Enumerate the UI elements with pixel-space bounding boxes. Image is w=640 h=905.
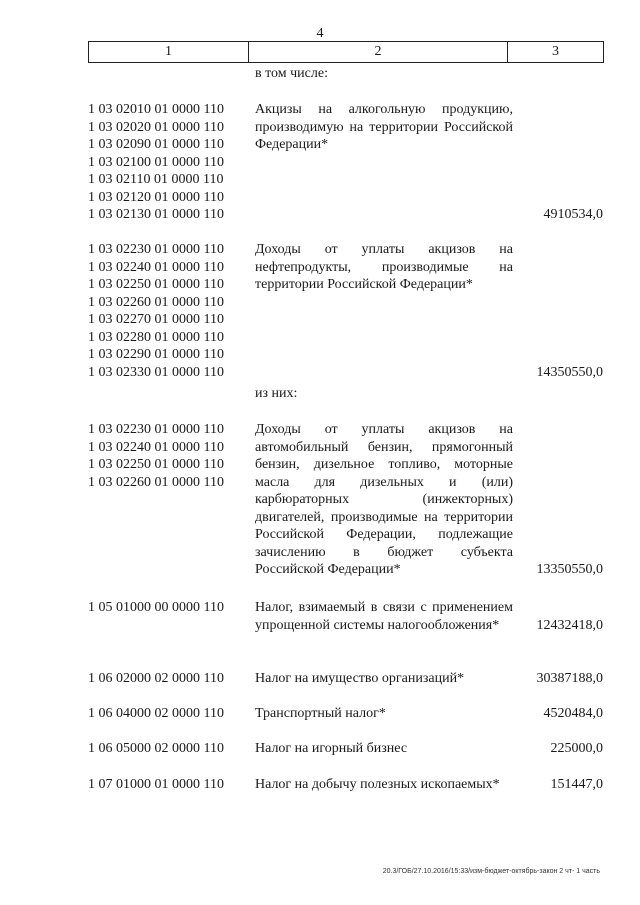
row-description: Налог, взимаемый в связи с применением упрощенной системы налогообложения* <box>255 600 513 633</box>
row-amount: 14350550,0 <box>536 364 603 380</box>
budget-code: 1 03 02230 01 0000 110 <box>88 242 224 257</box>
budget-code: 1 03 02240 01 0000 110 <box>88 439 224 455</box>
budget-code: 1 03 02090 01 0000 110 <box>88 137 224 152</box>
budget-codes <box>88 776 250 794</box>
table-row <box>88 670 604 688</box>
budget-codes <box>88 101 250 224</box>
budget-codes <box>88 241 250 381</box>
table-row <box>88 241 604 381</box>
budget-codes <box>88 740 250 758</box>
row-description: Налог на добычу полезных ископаемых* <box>255 777 500 792</box>
budget-code: 1 03 02130 01 0000 110 <box>88 207 224 222</box>
budget-code: 1 03 02250 01 0000 110 <box>88 277 224 292</box>
row-amount: 225000,0 <box>550 741 603 756</box>
row-amount: 13350550,0 <box>536 562 603 577</box>
budget-code: 1 03 02120 01 0000 110 <box>88 189 224 205</box>
row-amount: 4910534,0 <box>543 207 603 222</box>
budget-code: 1 03 02020 01 0000 110 <box>88 119 224 135</box>
row-description: Налог на игорный бизнес <box>255 741 408 756</box>
budget-codes <box>88 705 250 723</box>
row-description: Доходы от уплаты акцизов на нефтепродукты, производимые на территории Российской Федерации* <box>255 242 513 292</box>
page-number: 4 <box>316 26 324 41</box>
table-row <box>88 705 604 723</box>
budget-code: 1 03 02250 01 0000 110 <box>88 457 224 472</box>
budget-code: 1 06 02000 02 0000 110 <box>88 671 224 686</box>
budget-code: 1 03 02230 01 0000 110 <box>88 422 224 437</box>
table-row <box>88 101 604 224</box>
table-row <box>88 776 604 794</box>
budget-code: 1 03 02110 01 0000 110 <box>88 172 224 187</box>
row-description: Транспортный налог* <box>255 706 386 721</box>
footer-stamp: 20.3/ГОБ/27.10.2016/15:33/изм-бюджет-октябрь-закон 2 чт- 1 часть <box>382 868 600 875</box>
budget-code: 1 07 01000 01 0000 110 <box>88 777 224 792</box>
budget-code: 1 05 01000 00 0000 110 <box>88 600 224 615</box>
row-amount: 4520484,0 <box>543 706 603 721</box>
row-description: Доходы от уплаты акцизов на автомобильный бензин, прямогонный бензин, дизельное топливо, моторные масла для дизельных и (или) карбюраторных (инжекторных) двигателей, производимые на территории Российской Федерации, подлежащие зачислению в бюджет субъекта Российской Федерации* <box>255 422 513 577</box>
budget-code: 1 03 02270 01 0000 110 <box>88 312 224 327</box>
budget-code: 1 03 02240 01 0000 110 <box>88 259 224 275</box>
budget-codes <box>88 599 250 634</box>
header-col-3: 3 <box>552 44 559 59</box>
budget-codes <box>88 670 250 688</box>
budget-code: 1 03 02260 01 0000 110 <box>88 474 224 490</box>
table-row <box>88 740 604 758</box>
budget-code: 1 03 02010 01 0000 110 <box>88 102 224 117</box>
budget-code: 1 06 05000 02 0000 110 <box>88 741 224 756</box>
budget-code: 1 03 02330 01 0000 110 <box>88 364 224 380</box>
row-amount: 12432418,0 <box>536 617 603 633</box>
subheading-of-which: из них: <box>255 386 298 401</box>
budget-codes <box>88 421 250 579</box>
table-row <box>88 421 604 579</box>
budget-code: 1 03 02290 01 0000 110 <box>88 347 224 362</box>
budget-code: 1 03 02280 01 0000 110 <box>88 329 224 345</box>
budget-code: 1 03 02260 01 0000 110 <box>88 294 224 310</box>
row-description: Налог на имущество организаций* <box>255 671 465 686</box>
header-col-2: 2 <box>249 42 508 62</box>
table-header <box>88 41 604 63</box>
table-row <box>88 599 604 634</box>
row-description: Акцизы на алкогольную продукцию, производимую на территории Российской Федерации* <box>255 102 513 152</box>
row-amount: 151447,0 <box>550 777 603 792</box>
subheading-including: в том числе: <box>255 66 328 81</box>
budget-code: 1 06 04000 02 0000 110 <box>88 706 224 721</box>
header-col-1: 1 <box>89 42 249 62</box>
row-amount: 30387188,0 <box>536 671 603 686</box>
budget-code: 1 03 02100 01 0000 110 <box>88 154 224 170</box>
